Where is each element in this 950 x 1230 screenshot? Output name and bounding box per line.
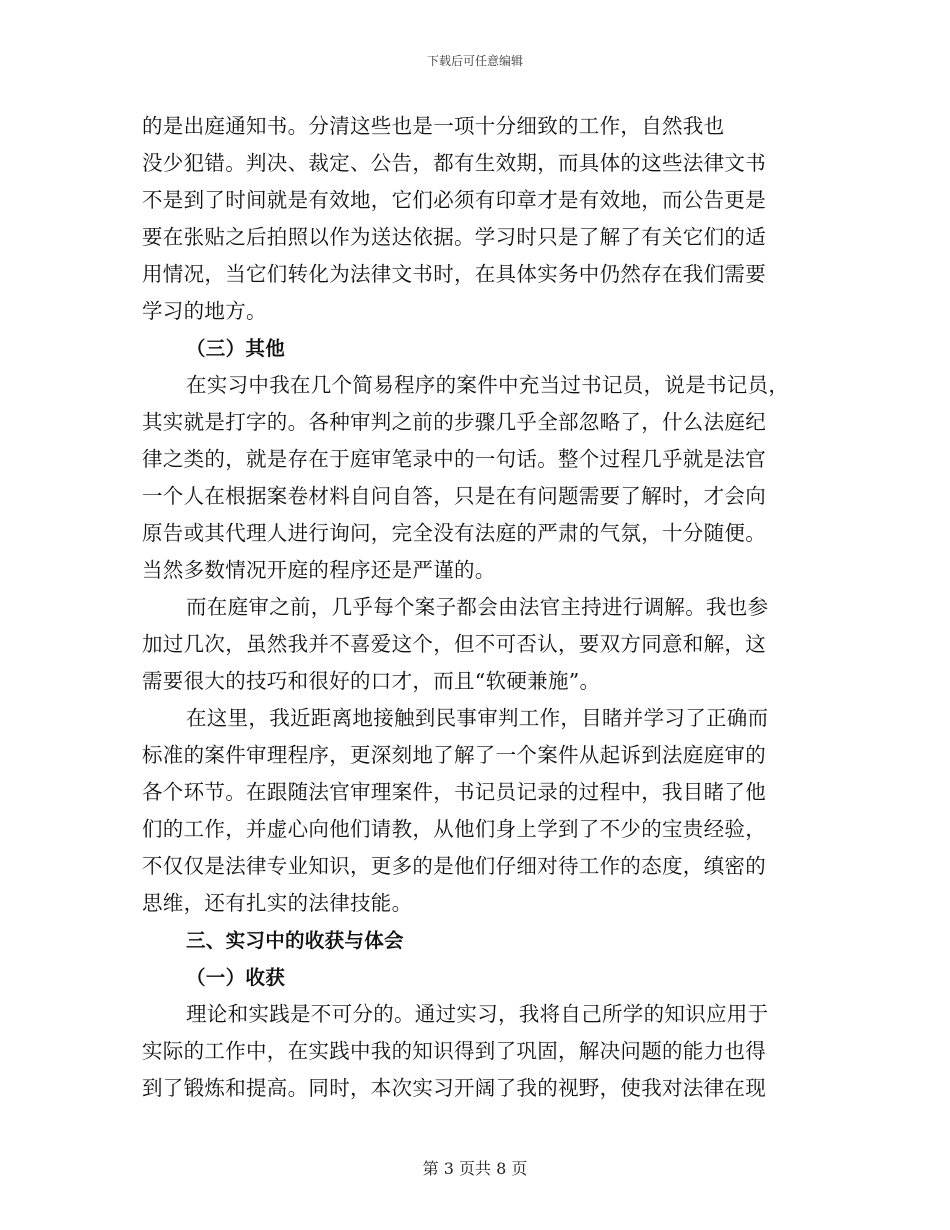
document-body (142, 108, 802, 1107)
section-heading-others: （三）其他 (186, 337, 286, 360)
paragraph-line: 们的工作，并虚心向他们请教，从他们身上学到了不少的宝贵经验， (142, 817, 766, 841)
paragraph-line: 在这里，我近距离地接触到民事审判工作，目睹并学习了正确而 (186, 706, 769, 730)
paragraph-line: 原告或其代理人进行询问，完全没有法庭的严肃的气氛，十分随便。 (142, 521, 766, 545)
paragraph-line: 加过几次，虽然我并不喜爱这个，但不可否认，要双方同意和解，这 (142, 632, 766, 656)
paragraph-line: 不仅仅是法律专业知识，更多的是他们仔细对待工作的态度，缜密的 (142, 854, 766, 878)
paragraph-line: 在实习中我在几个简易程序的案件中充当过书记员，说是书记员， (186, 373, 790, 397)
paragraph-line: 的是出庭通知书。分清这些也是一项十分细致的工作，自然我也 (142, 114, 725, 138)
paragraph-line: 理论和实践是不可分的。通过实习，我将自己所学的知识应用于 (186, 1002, 769, 1026)
paragraph-line: 而在庭审之前，几乎每个案子都会由法官主持进行调解。我也参 (186, 595, 769, 619)
paragraph-line: 标准的案件审理程序，更深刻地了解了一个案件从起诉到法庭庭审的 (142, 743, 766, 767)
paragraph-line: 学习的地方。 (142, 299, 267, 323)
paragraph-line: 需要很大的技巧和很好的口才，而且“软硬兼施”。 (142, 669, 601, 693)
page-header: 下载后可任意编辑 (426, 54, 523, 68)
paragraph-line: 当然多数情况开庭的程序还是严谨的。 (142, 558, 496, 582)
subsection-heading-gains: （一）收获 (186, 966, 286, 989)
paragraph-line: 要在张贴之后拍照以作为送达依据。学习时只是了解了有关它们的适 (142, 225, 766, 249)
page-number: 第 3 页共 8 页 (422, 1159, 528, 1178)
paragraph-line: 实际的工作中，在实践中我的知识得到了巩固，解决问题的能力也得 (142, 1039, 766, 1063)
paragraph-line: 到了锻炼和提高。同时，本次实习开阔了我的视野，使我对法律在现 (142, 1076, 766, 1100)
paragraph-line: 一个人在根据案卷材料自问自答，只是在有问题需要了解时，才会向 (142, 484, 766, 508)
paragraph-line: 律之类的，就是存在于庭审笔录中的一句话。整个过程几乎就是法官 (142, 447, 766, 471)
section-heading-gains: 三、实习中的收获与体会 (186, 929, 404, 952)
paragraph-line: 各个环节。在跟随法官审理案件，书记员记录的过程中，我目睹了他 (142, 780, 766, 804)
paragraph-line: 用情况，当它们转化为法律文书时，在具体实务中仍然存在我们需要 (142, 262, 766, 286)
paragraph-line: 其实就是打字的。各种审判之前的步骤几乎全部忽略了，什么法庭纪 (142, 410, 766, 434)
paragraph-line: 不是到了时间就是有效地，它们必须有印章才是有效地，而公告更是 (142, 188, 766, 212)
paragraph-line: 没少犯错。判决、裁定、公告，都有生效期，而具体的这些法律文书 (142, 151, 766, 175)
paragraph-line: 思维，还有扎实的法律技能。 (142, 891, 413, 915)
